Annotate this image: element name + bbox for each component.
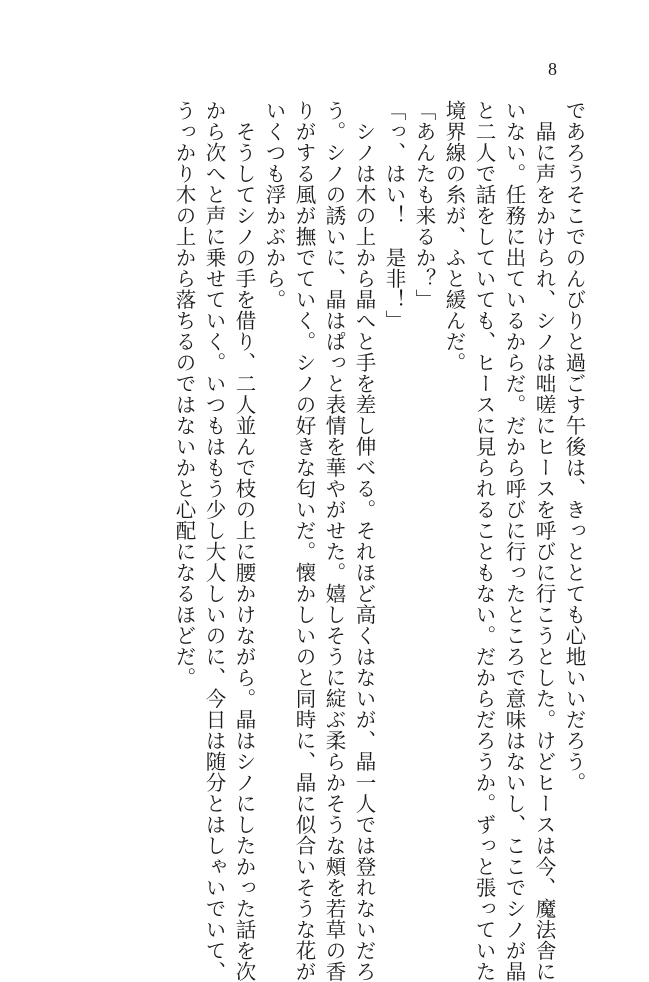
text-line: うっかり木の上から落ちるのではないかと心配になるほどだ。 bbox=[172, 100, 196, 688]
text-line: りがする風が撫でていく。シノの好きな匂いだ。懐かしいのと同時に、晶に似合いそうな花が bbox=[292, 100, 316, 982]
text-line: そうしてシノの手を借り、二人並んで枝の上に腰かけながら。晶はシノにしたかった話を次 bbox=[232, 100, 256, 982]
dialogue-line: 「あんたも来るか？」 bbox=[412, 100, 436, 310]
text-line: と二人で話をしていても、ヒースに見られることもない。だからだろうか。ずっと張っていた bbox=[472, 100, 496, 982]
text-line: 晶に声をかけられ、シノは咄嗟にヒースを呼びに行こうとした。けどヒースは今、魔法舎に bbox=[532, 100, 556, 982]
page-number: 8 bbox=[548, 59, 557, 79]
text-line: から次へと声に乗せていく。いつもはもう少し大人しいのに、今日は随分とはしゃいでいて、 bbox=[202, 100, 226, 982]
body-text bbox=[169, 100, 589, 982]
text-line: いない。任務に出ているからだ。だから呼びに行ったところで意味はないし、ここでシノが晶 bbox=[502, 100, 526, 982]
text-line: いくつも浮かぶから。 bbox=[262, 100, 286, 310]
text-line: シノは木の上から晶へと手を差し伸べる。それほど高くはないが、晶一人では登れないだろ bbox=[352, 100, 376, 982]
dialogue-line: 「っ、はい！ 是非！」 bbox=[382, 100, 406, 331]
text-line: う。シノの誘いに、晶はぱっと表情を華やがせた。嬉しそうに綻ぶ柔らかそうな頰を若草の香 bbox=[322, 100, 346, 982]
text-line: 境界線の糸が、ふと緩んだ。 bbox=[442, 100, 466, 373]
text-line: であろうそこでのんびりと過ごす午後は、きっととても心地いいだろう。 bbox=[562, 100, 586, 793]
